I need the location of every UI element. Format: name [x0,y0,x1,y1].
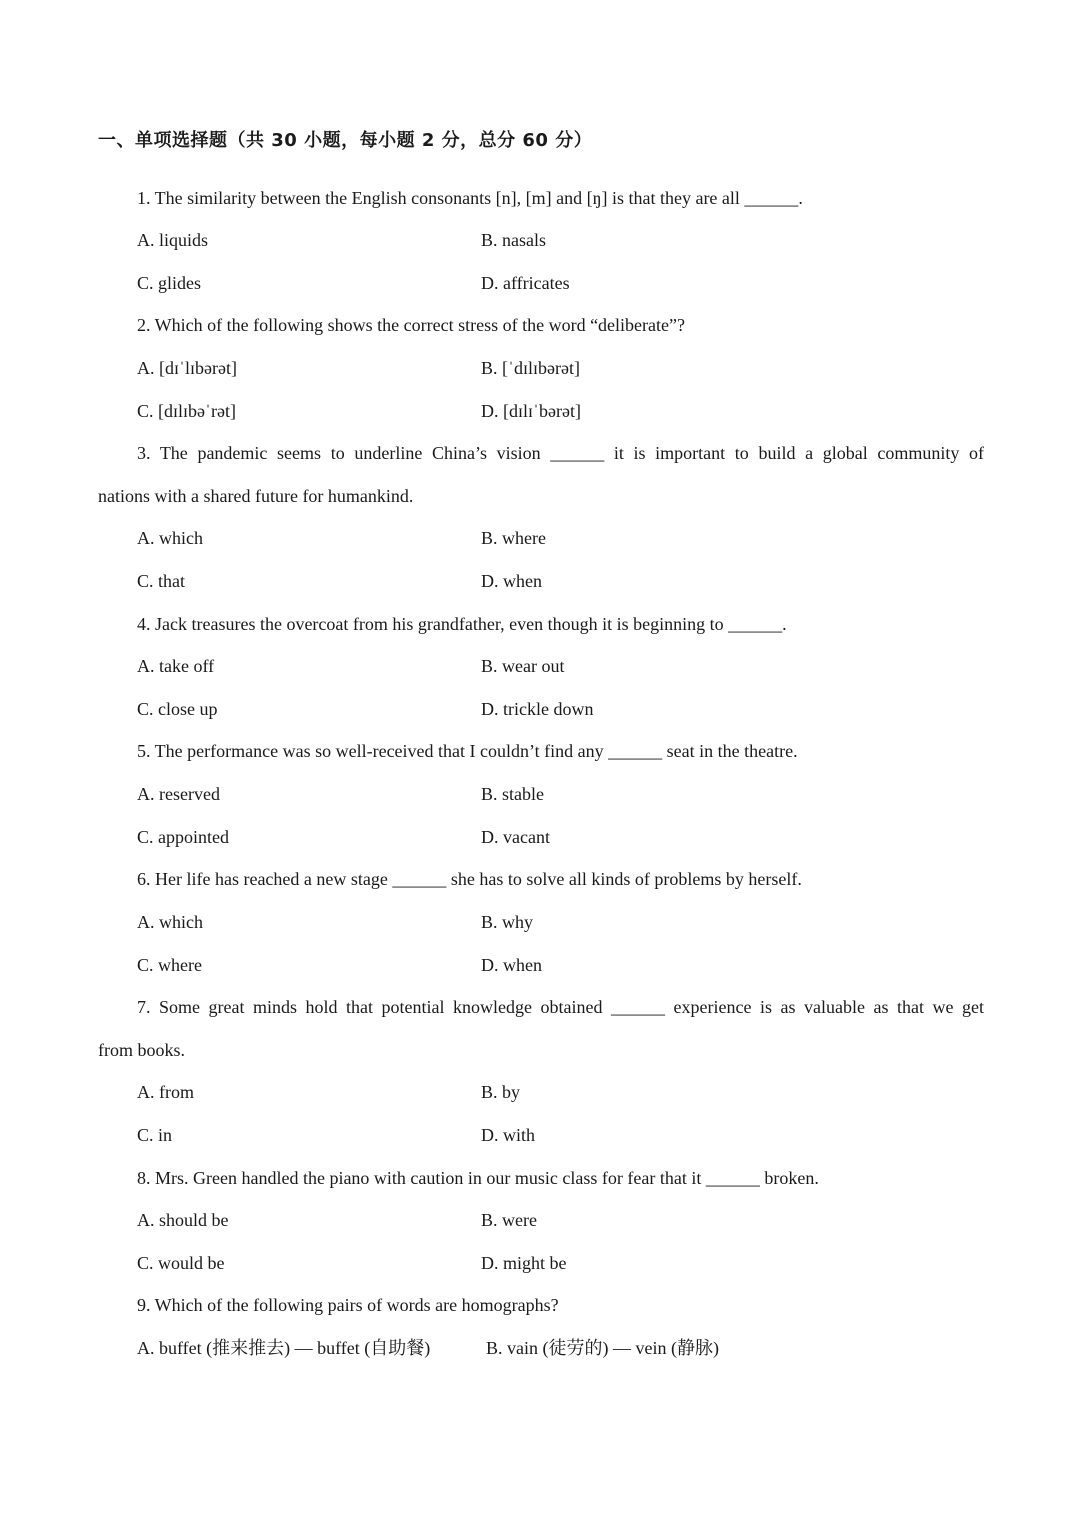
question-8-option-c: C. would be [137,1253,225,1273]
question-7-option-a: A. from [137,1082,194,1102]
question-6-stem: 6. Her life has reached a new stage ______ she has to solve all kinds of problems by herself. [137,869,802,889]
question-3-option-a: A. which [137,528,203,548]
question-1-stem: 1. The similarity between the English consonants [n], [m] and [ŋ] is that they are all ______. [137,188,803,208]
section-title: 一、单项选择题（共 30 小题，每小题 2 分，总分 60 分） [98,130,593,151]
question-2-option-a: A. [dɪˈlɪbərət] [137,358,237,378]
question-5-option-b: B. stable [481,784,544,804]
question-2-option-c: C. [dɪlɪbəˈrət] [137,401,236,421]
question-6-option-c: C. where [137,955,202,975]
question-7-option-b: B. by [481,1082,521,1102]
question-3-option-c: C. that [137,571,185,591]
question-2-option-d: D. [dɪlɪˈbərət] [481,401,581,421]
question-7-option-d: D. with [481,1125,535,1145]
question-8-option-d: D. might be [481,1253,567,1273]
question-1-option-a: A. liquids [137,230,209,250]
question-6-option-d: D. when [481,955,542,975]
question-1-option-d: D. affricates [481,273,570,293]
question-6-option-b: B. why [481,912,534,932]
question-2-option-b: B. [ˈdɪlɪbərət] [481,358,580,378]
question-6-option-a: A. which [137,912,203,932]
question-3-stem: 3. The pandemic seems to underline China’s vision ______ it is important to build a global community of [137,443,984,463]
question-7-option-c: C. in [137,1125,173,1145]
question-4-option-c: C. close up [137,699,218,719]
question-4-option-a: A. take off [137,656,215,676]
question-3-option-b: B. where [481,528,546,548]
question-5-option-c: C. appointed [137,827,229,847]
question-9-option-a: A. buffet (推来推去) — buffet (自助餐) [137,1338,431,1358]
question-8-option-a: A. should be [137,1210,229,1230]
question-8-option-b: B. were [481,1210,537,1230]
question-5-stem: 5. The performance was so well-received that I couldn’t find any ______ seat in the theatre. [137,741,798,761]
question-4-stem: 4. Jack treasures the overcoat from his grandfather, even though it is beginning to ______. [137,614,787,634]
question-4-option-d: D. trickle down [481,699,594,719]
question-4-option-b: B. wear out [481,656,565,676]
question-5-option-d: D. vacant [481,827,550,847]
question-1-option-b: B. nasals [481,230,546,250]
question-5-option-a: A. reserved [137,784,220,804]
question-8-stem: 8. Mrs. Green handled the piano with caution in our music class for fear that it ______ broken. [137,1168,819,1188]
question-3-option-d: D. when [481,571,542,591]
question-9-option-b: B. vain (徒劳的) — vein (静脉) [486,1338,719,1358]
question-1-option-c: C. glides [137,273,202,293]
question-3-stem-continued: nations with a shared future for humankind. [98,486,414,506]
question-2-stem: 2. Which of the following shows the correct stress of the word “deliberate”? [137,315,685,335]
question-7-stem: 7. Some great minds hold that potential knowledge obtained ______ experience is as valuable as that we get [137,997,984,1017]
question-7-stem-continued: from books. [98,1040,185,1060]
question-9-stem: 9. Which of the following pairs of words are homographs? [137,1295,559,1315]
